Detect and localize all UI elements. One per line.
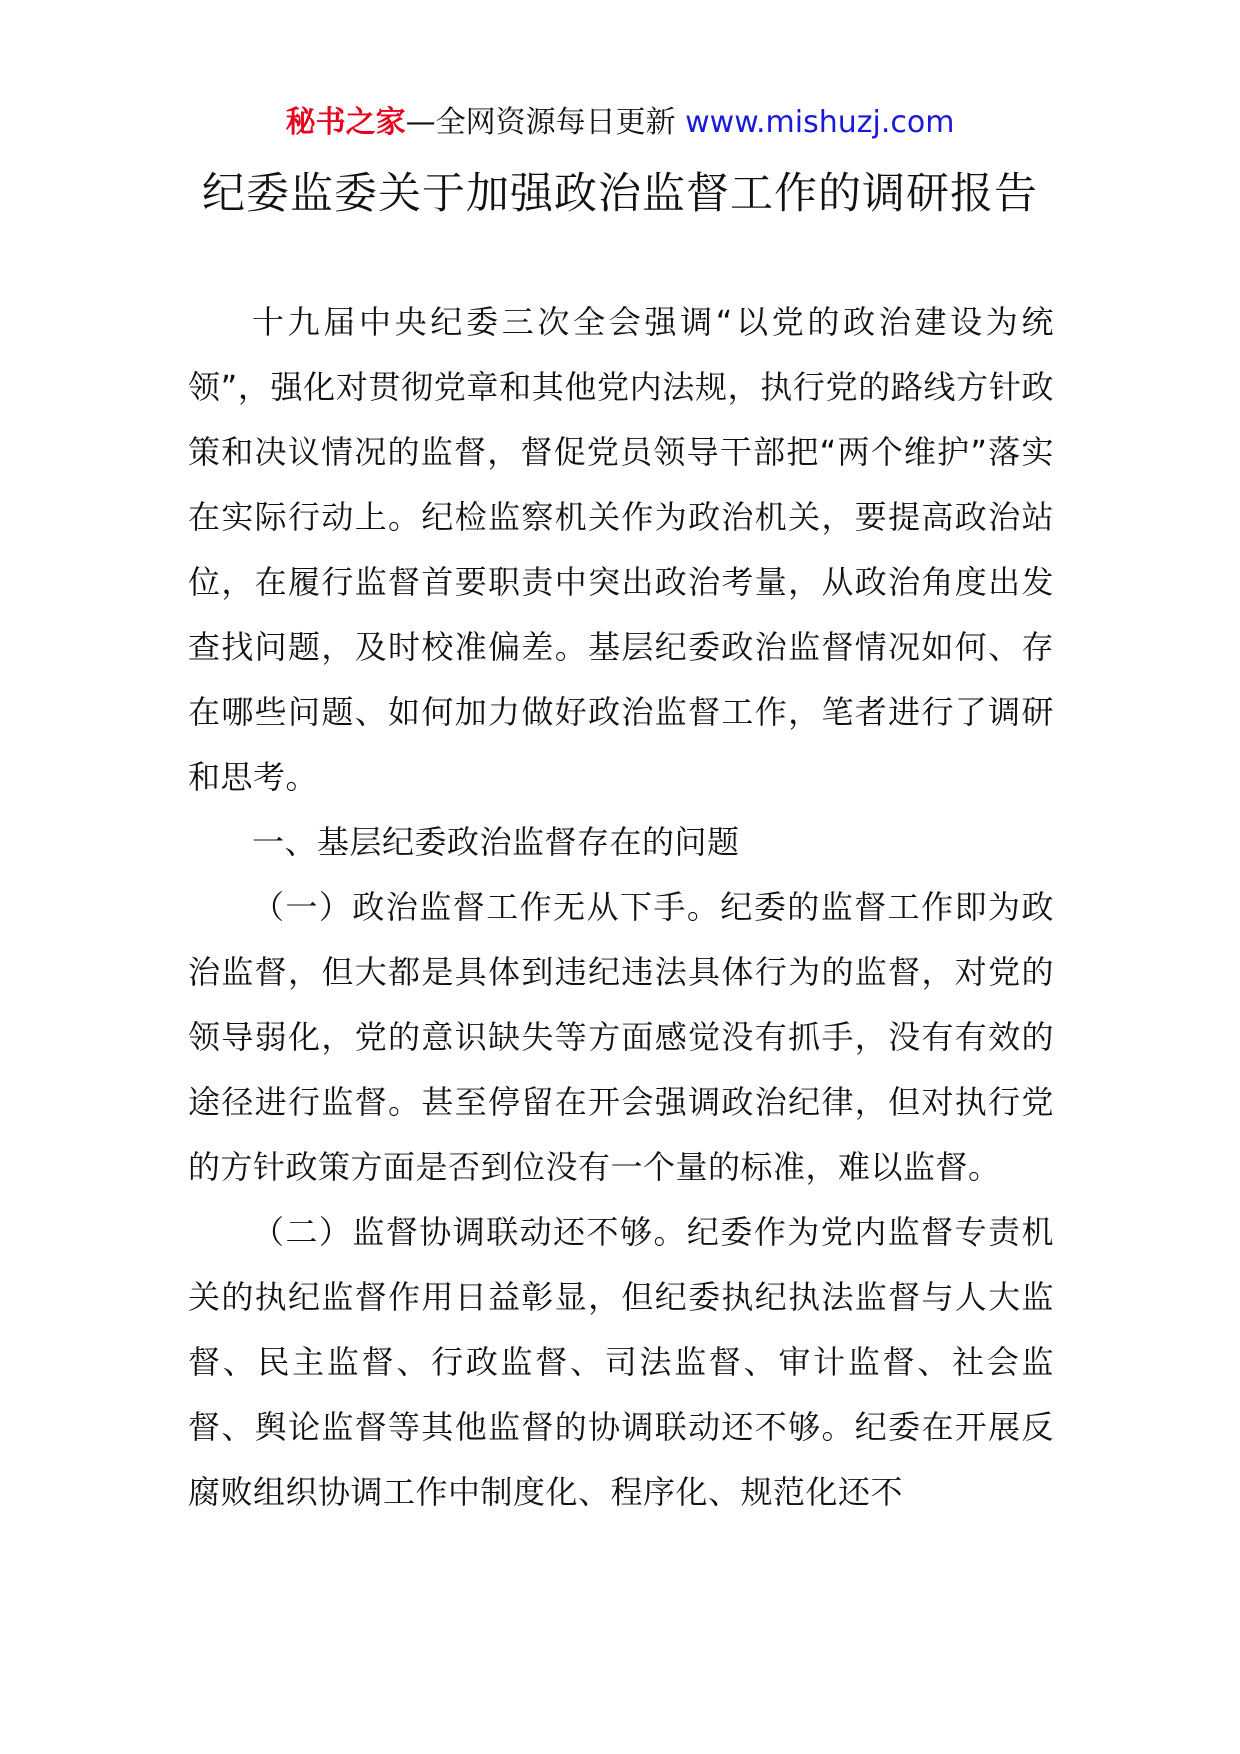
- header-tagline: —全网资源每日更新: [405, 105, 676, 140]
- paragraph-point-2: （二）监督协调联动还不够。纪委作为党内监督专责机关的执纪监督作用日益彰显，但纪委执纪执法监督与人大监督、民主监督、行政监督、司法监督、审计监督、社会监督、舆论监督等其他监督的协调联动还不够。纪委在开展反腐败组织协调工作中制度化、程序化、规范化还不: [188, 1213, 1054, 1511]
- brand-name: 秘书之家: [285, 105, 406, 140]
- document-title: 纪委监委关于加强政治监督工作的调研报告: [202, 169, 1038, 219]
- paragraph-intro: 十九届中央纪委三次全会强调“以党的政治建设为统领”，强化对贯彻党章和其他党内法规，执行党的路线方针政策和决议情况的监督，督促党员领导干部把“两个维护”落实在实际行动上。纪检监察机关作为政治机关，要提高政治站位，在履行监督首要职责中突出政治考量，从政治角度出发查找问题，及时校准偏差。基层纪委政治监督情况如何、存在哪些问题、如何加力做好政治监督工作，笔者进行了调研和思考。: [188, 303, 1054, 796]
- paragraph-point-1: （一）政治监督工作无从下手。纪委的监督工作即为政治监督，但大都是具体到违纪违法具体行为的监督，对党的领导弱化，党的意识缺失等方面感觉没有抓手，没有有效的途径进行监督。甚至停留在开会强调政治纪律，但对执行党的方针政策方面是否到位没有一个量的标准，难以监督。: [188, 888, 1054, 1186]
- watermark-header: [0, 100, 1240, 146]
- site-url-link[interactable]: www.mishuzj.com: [685, 105, 955, 140]
- section-heading: 一、基层纪委政治监督存在的问题: [252, 823, 740, 861]
- document-body: [188, 290, 1054, 1525]
